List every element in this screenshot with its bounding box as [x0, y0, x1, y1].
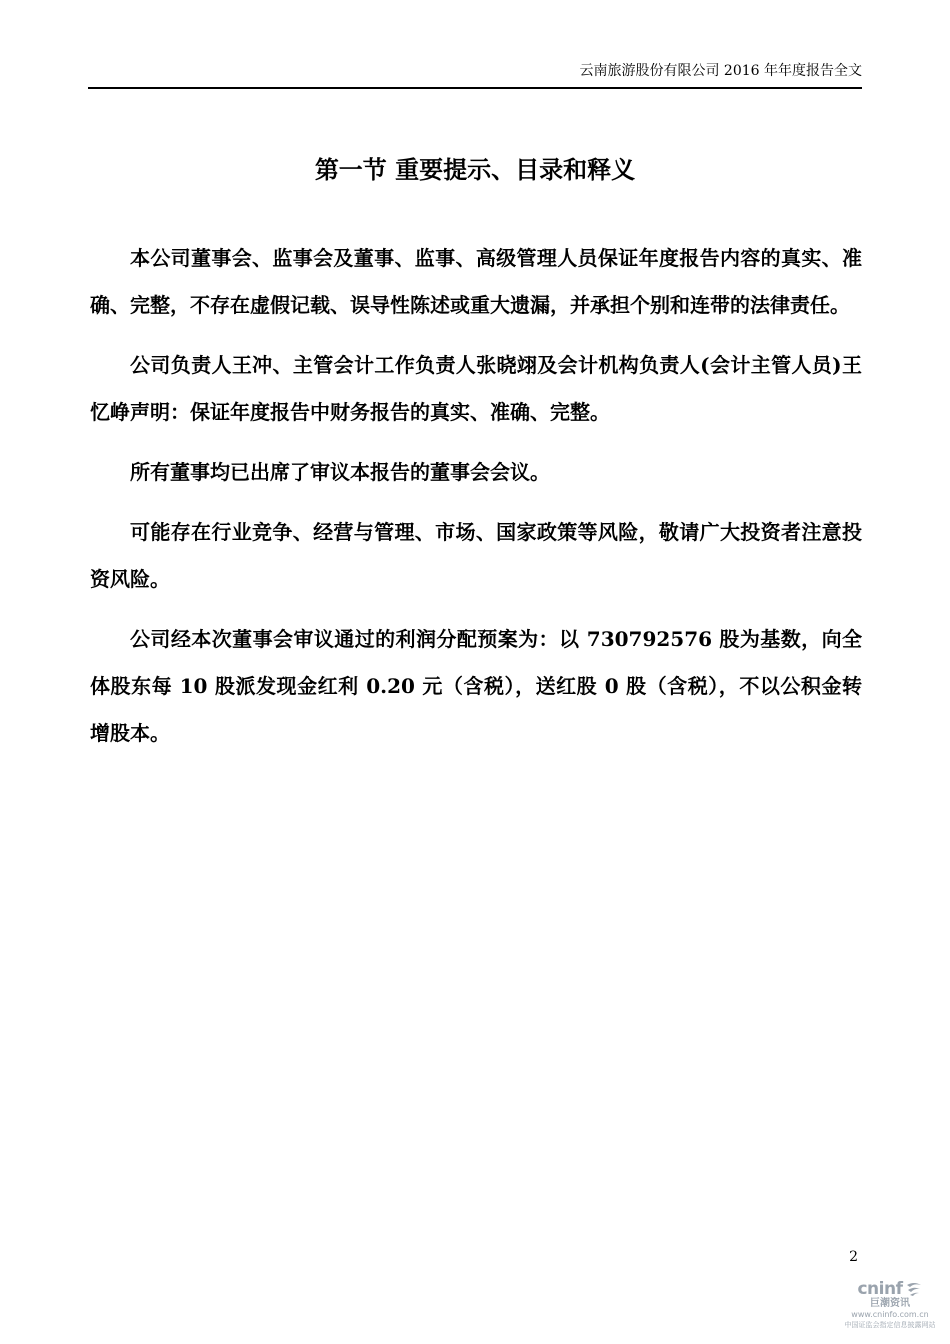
watermark-tagline: 中国证监会指定信息披露网站 — [844, 1321, 936, 1329]
paragraph-board-attendance: 所有董事均已出席了审议本报告的董事会会议。 — [130, 460, 550, 484]
header-rule — [88, 87, 862, 89]
watermark-url: www.cninfo.com.cn — [851, 1310, 929, 1319]
watermark-logo — [838, 1280, 942, 1298]
watermark-subtitle: 巨潮资讯 — [870, 1298, 910, 1309]
watermark-brand: cninf — [857, 1279, 903, 1299]
page-number: 2 — [849, 1249, 858, 1265]
document-body — [90, 235, 862, 770]
cninf-swirl-logo-icon — [905, 1281, 923, 1297]
paragraph-responsibility-statement: 本公司董事会、监事会及董事、监事、高级管理人员保证年度报告内容的真实、准确、完整，不存在虚假记载、误导性陈述或重大遗漏，并承担个别和连带的法律责任。 — [90, 246, 862, 317]
paragraph-profit-distribution: 公司经本次董事会审议通过的利润分配预案为：以 730792576 股为基数，向全体股东每 10 股派发现金红利 0.20 元（含税），送红股 0 股（含税），不以公积金转增股本。 — [90, 627, 862, 745]
section-title: 第一节 重要提示、目录和释义 — [314, 155, 636, 184]
running-header: 云南旅游股份有限公司 2016 年年度报告全文 — [579, 63, 862, 79]
cninf-watermark — [838, 1280, 942, 1330]
paragraph-financial-declaration: 公司负责人王冲、主管会计工作负责人张晓翊及会计机构负责人(会计主管人员)王忆峥声明：保证年度报告中财务报告的真实、准确、完整。 — [90, 353, 862, 424]
paragraph-risk-notice: 可能存在行业竞争、经营与管理、市场、国家政策等风险，敬请广大投资者注意投资风险。 — [90, 520, 862, 591]
